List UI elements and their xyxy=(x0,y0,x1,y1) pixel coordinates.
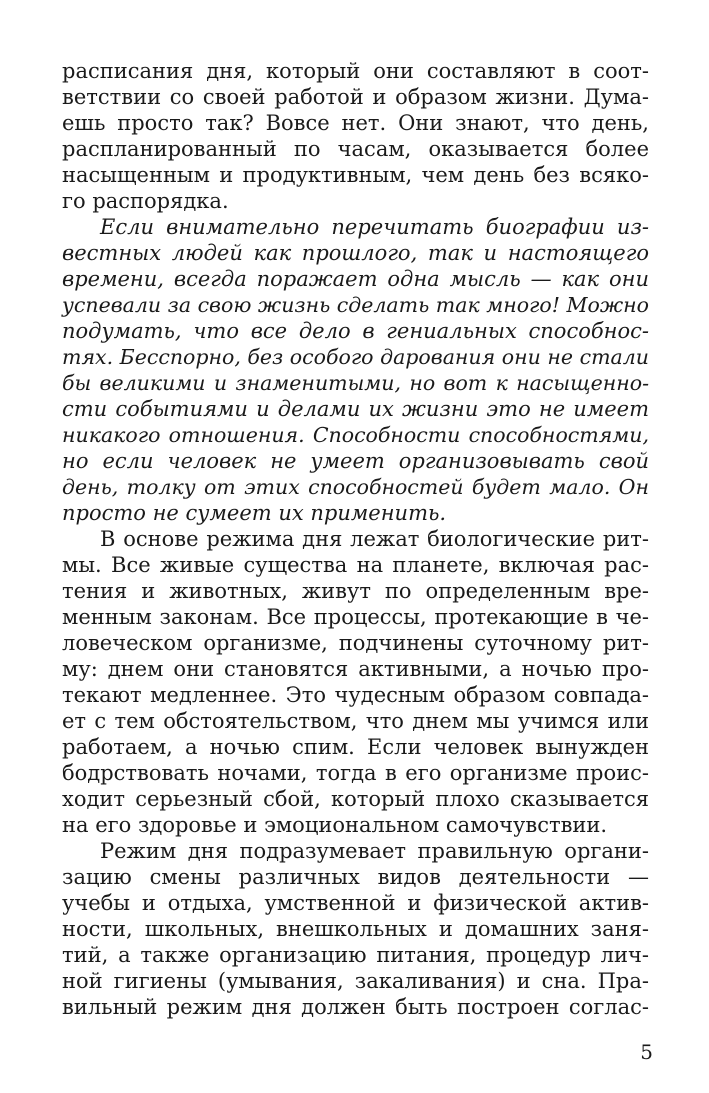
text-line: зацию смены различных видов деятельности — xyxy=(62,865,649,889)
paragraph-3 xyxy=(62,526,649,838)
text-line: вильный режим дня должен быть построен соглас- xyxy=(62,995,649,1019)
text-line: бы великими и знаменитыми, но вот к насыщенно- xyxy=(62,371,649,395)
text-line: бодрствовать ночами, тогда в его организме проис- xyxy=(62,761,649,785)
text-line: день, толку от этих способностей будет мало. Он xyxy=(62,475,649,499)
text-line: В основе режима дня лежат биологические рит- xyxy=(100,527,649,551)
text-line: тения и животных, живут по определенным вре- xyxy=(62,579,649,603)
text-line: ности, школьных, внешкольных и домашних заня- xyxy=(62,917,649,941)
text-line: ветствии со своей работой и образом жизни. Дума- xyxy=(62,85,649,109)
text-line: тий, а также организацию питания, процедур лич- xyxy=(62,943,649,967)
text-line: работаем, а ночью спим. Если человек вынужден xyxy=(62,735,649,759)
text-line: сти событиями и делами их жизни это не имеет xyxy=(62,397,649,421)
paragraph-4 xyxy=(62,838,649,1020)
text-line: менным законам. Все процессы, протекающие в че- xyxy=(62,605,649,629)
text-line: мы. Все живые существа на планете, включая рас- xyxy=(62,553,649,577)
text-line: расписания дня, который они составляют в соот- xyxy=(62,59,649,83)
text-line: на его здоровье и эмоциональном самочувствии. xyxy=(62,813,608,837)
text-line: распланированный по часам, оказывается более xyxy=(62,137,649,161)
text-line: никакого отношения. Способности способностями, xyxy=(62,423,649,447)
text-line: Если внимательно перечитать биографии из- xyxy=(100,215,649,239)
text-line: ет с тем обстоятельством, что днем мы учимся или xyxy=(62,709,649,733)
text-line: текают медленнее. Это чудесным образом совпада- xyxy=(62,683,649,707)
text-line: подумать, что все дело в гениальных способнос- xyxy=(62,319,649,343)
text-line: ловеческом организме, подчинены суточному рит- xyxy=(62,631,649,655)
text-line: тях. Бесспорно, без особого дарования они не стали xyxy=(62,345,649,369)
text-line: ходит серьезный сбой, который плохо сказывается xyxy=(62,787,649,811)
text-line: но если человек не умеет организовывать свой xyxy=(62,449,649,473)
text-line: ной гигиены (умывания, закаливания) и сна. Пра- xyxy=(62,969,649,993)
text-line: насыщенным и продуктивным, чем день без всяко- xyxy=(62,163,649,187)
text-line: го распорядка. xyxy=(62,189,229,213)
paragraph-2-italic xyxy=(62,214,649,526)
text-line: вестных людей как прошлого, так и настоящего xyxy=(62,241,649,265)
text-line: Режим дня подразумевает правильную органи- xyxy=(100,839,649,863)
paragraph-1 xyxy=(62,58,649,214)
text-line: времени, всегда поражает одна мысль — как они xyxy=(62,267,649,291)
text-line: просто не сумеет их применить. xyxy=(62,501,447,525)
text-line: успевали за свою жизнь сделать так много! Можно xyxy=(62,293,649,317)
text-line: ешь просто так? Вовсе нет. Они знают, что день, xyxy=(62,111,649,135)
page-number: 5 xyxy=(640,1040,653,1064)
text-line: му: днем они становятся активными, а ночью про- xyxy=(62,657,649,681)
text-line: учебы и отдыха, умственной и физической актив- xyxy=(62,891,649,915)
